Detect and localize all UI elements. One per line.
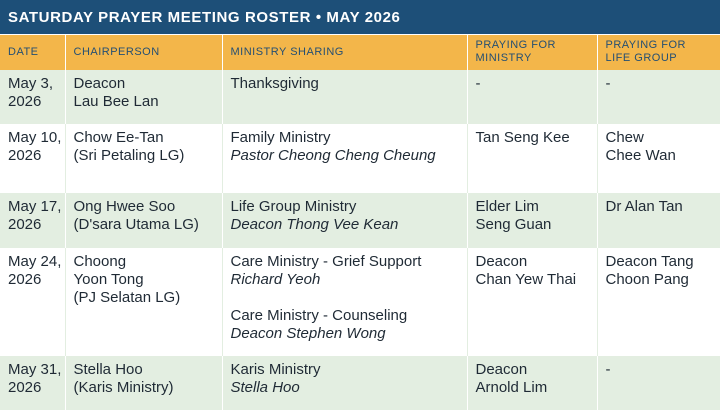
chair-line: (PJ Selatan LG) bbox=[73, 288, 181, 306]
chair-line: Chow Ee-Tan bbox=[73, 128, 164, 146]
table-row bbox=[0, 193, 720, 248]
chair-line: (D'sara Utama LG) bbox=[73, 215, 199, 233]
pray-ministry-line: Elder Lim bbox=[475, 197, 539, 215]
pray-lifegroup-line: Dr Alan Tan bbox=[605, 197, 683, 215]
cell-praying-lifegroup bbox=[597, 193, 720, 248]
pray-ministry-line: Arnold Lim bbox=[475, 378, 548, 396]
header-praying-for-life-group bbox=[597, 35, 720, 70]
date-line: 2026 bbox=[8, 378, 42, 396]
sharing-speaker: Stella Hoo bbox=[230, 378, 300, 396]
cell-praying-lifegroup bbox=[597, 70, 720, 124]
pray-lifegroup-line: Deacon Tang bbox=[605, 252, 694, 270]
cell-date bbox=[0, 70, 65, 124]
chair-line: Yoon Tong bbox=[73, 270, 144, 288]
sharing-speaker: Deacon Thong Vee Kean bbox=[230, 215, 399, 233]
header-praying-for-ministry bbox=[467, 35, 597, 70]
pray-lifegroup-line: Chew bbox=[605, 128, 644, 146]
sharing-title: Life Group Ministry bbox=[230, 197, 357, 215]
table-row bbox=[0, 70, 720, 124]
chair-line: Ong Hwee Soo bbox=[73, 197, 176, 215]
header-date: DATE bbox=[0, 35, 65, 70]
sharing-speaker: Richard Yeoh bbox=[230, 270, 321, 288]
pray-lifegroup-line: - bbox=[605, 360, 611, 378]
pray-ministry-line: Deacon bbox=[475, 252, 528, 270]
date-line: May 3, bbox=[8, 74, 54, 92]
cell-praying-lifegroup bbox=[597, 248, 720, 356]
cell-date bbox=[0, 356, 65, 410]
date-line: May 31, bbox=[8, 360, 62, 378]
cell-ministry-sharing bbox=[222, 356, 467, 410]
cell-praying-ministry bbox=[467, 248, 597, 356]
pray-ministry-line: Tan Seng Kee bbox=[475, 128, 570, 146]
pray-ministry-line: - bbox=[475, 74, 481, 92]
date-line: May 17, bbox=[8, 197, 62, 215]
cell-praying-ministry bbox=[467, 124, 597, 193]
cell-ministry-sharing bbox=[222, 248, 467, 356]
sharing-title: Family Ministry bbox=[230, 128, 331, 146]
table-header-row bbox=[0, 35, 720, 70]
sharing-speaker: Deacon Stephen Wong bbox=[230, 324, 386, 342]
chair-line: Choong bbox=[73, 252, 127, 270]
chair-line: Stella Hoo bbox=[73, 360, 143, 378]
chair-line: (Karis Ministry) bbox=[73, 378, 174, 396]
chair-line: Lau Bee Lan bbox=[73, 92, 159, 110]
cell-date bbox=[0, 124, 65, 193]
cell-ministry-sharing bbox=[222, 124, 467, 193]
cell-ministry-sharing bbox=[222, 193, 467, 248]
cell-date bbox=[0, 193, 65, 248]
cell-praying-ministry bbox=[467, 193, 597, 248]
header-text: MINISTRY bbox=[475, 52, 532, 65]
date-line: 2026 bbox=[8, 146, 42, 164]
date-line: 2026 bbox=[8, 215, 42, 233]
sharing-title: Karis Ministry bbox=[230, 360, 321, 378]
date-line: 2026 bbox=[8, 270, 42, 288]
sharing-title: Care Ministry - Counseling bbox=[230, 306, 408, 324]
roster-table bbox=[0, 34, 720, 410]
cell-chairperson bbox=[65, 124, 222, 193]
spacer bbox=[231, 289, 459, 307]
header-text: PRAYING FOR bbox=[475, 39, 556, 52]
sharing-title: Care Ministry - Grief Support bbox=[230, 252, 422, 270]
header-text: PRAYING FOR bbox=[605, 39, 686, 52]
cell-chairperson bbox=[65, 356, 222, 410]
cell-ministry-sharing bbox=[222, 70, 467, 124]
header-text: LIFE GROUP bbox=[605, 52, 678, 65]
cell-praying-lifegroup bbox=[597, 356, 720, 410]
cell-praying-ministry bbox=[467, 356, 597, 410]
cell-date bbox=[0, 248, 65, 356]
table-row bbox=[0, 356, 720, 410]
header-chairperson: CHAIRPERSON bbox=[65, 35, 222, 70]
cell-praying-lifegroup bbox=[597, 124, 720, 193]
cell-chairperson bbox=[65, 193, 222, 248]
chair-line: Deacon bbox=[73, 74, 126, 92]
header-ministry-sharing: MINISTRY SHARING bbox=[222, 35, 467, 70]
roster-title: SATURDAY PRAYER MEETING ROSTER • MAY 2026 bbox=[0, 0, 720, 34]
pray-lifegroup-line: Choon Pang bbox=[605, 270, 689, 288]
pray-lifegroup-line: - bbox=[605, 74, 611, 92]
cell-chairperson bbox=[65, 248, 222, 356]
pray-ministry-line: Deacon bbox=[475, 360, 528, 378]
date-line: 2026 bbox=[8, 92, 42, 110]
cell-chairperson bbox=[65, 70, 222, 124]
date-line: May 10, bbox=[8, 128, 62, 146]
pray-ministry-line: Chan Yew Thai bbox=[475, 270, 577, 288]
date-line: May 24, bbox=[8, 252, 62, 270]
cell-praying-ministry bbox=[467, 70, 597, 124]
table-row bbox=[0, 124, 720, 193]
table-row bbox=[0, 248, 720, 356]
pray-ministry-line: Seng Guan bbox=[475, 215, 552, 233]
pray-lifegroup-line: Chee Wan bbox=[605, 146, 676, 164]
sharing-title: Thanksgiving bbox=[230, 74, 319, 92]
sharing-speaker: Pastor Cheong Cheng Cheung bbox=[230, 146, 436, 164]
chair-line: (Sri Petaling LG) bbox=[73, 146, 185, 164]
